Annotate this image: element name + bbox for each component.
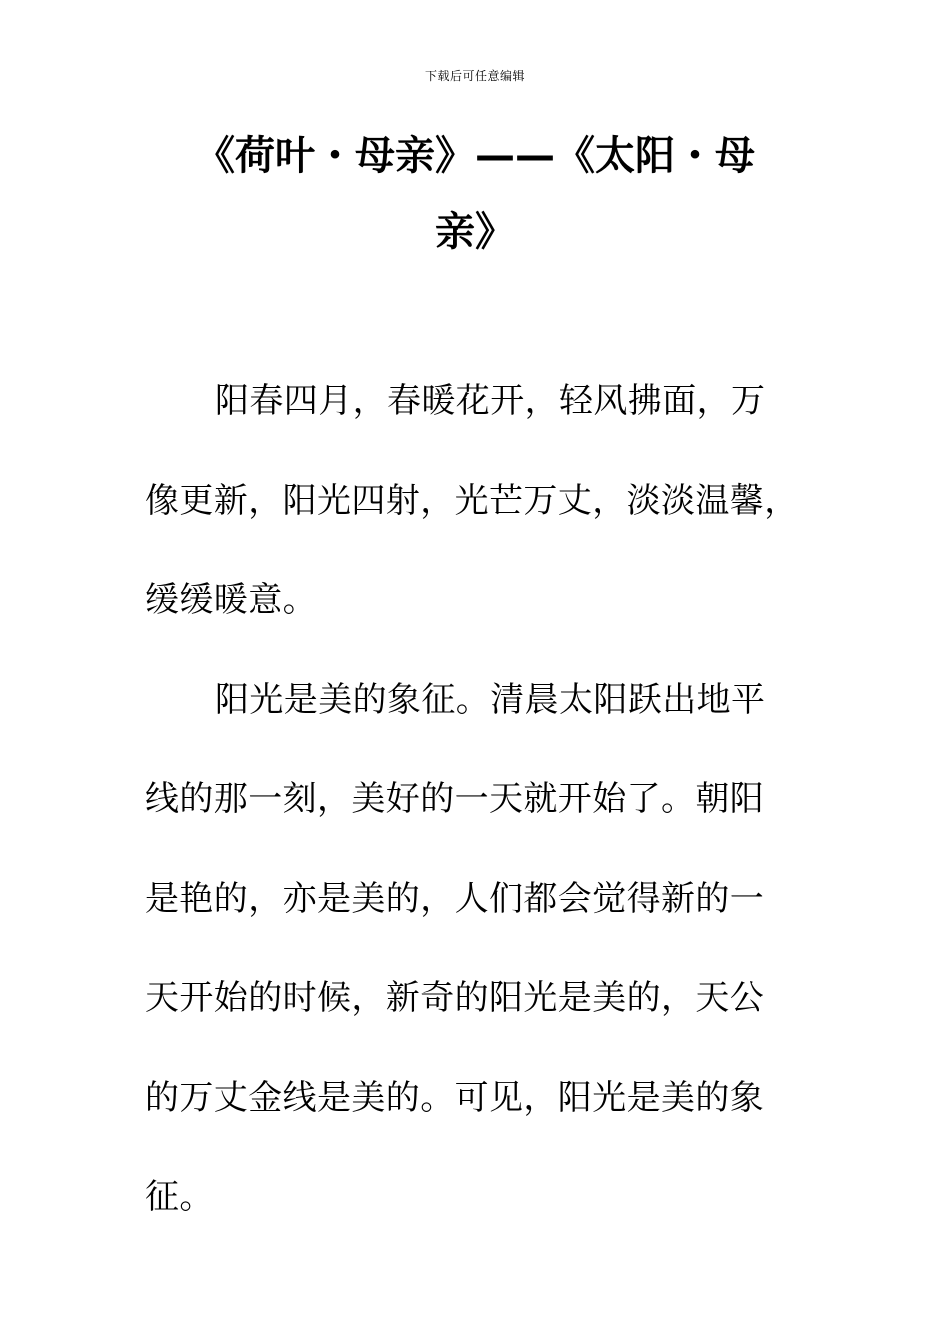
- document-body: [145, 352, 799, 1248]
- page-header-note: 下载后可任意编辑: [424, 69, 525, 83]
- paragraph-line: 阳光是美的象征。清晨太阳跃出地平: [215, 679, 766, 720]
- document-title: [140, 118, 810, 270]
- paragraph-line: 征。: [145, 1177, 214, 1217]
- paragraph-line: 阳春四月，春暖花开，轻风拂面，万: [215, 381, 766, 421]
- title-line: 《荷叶・母亲》——《太阳・母: [195, 133, 755, 179]
- paragraph-line: 缓缓暖意。: [145, 580, 317, 620]
- paragraph-line: 线的那一刻，美好的一天就开始了。朝阳: [145, 779, 765, 819]
- paragraph-line: 是艳的，亦是美的，人们都会觉得新的一: [145, 878, 765, 919]
- paragraph-line: 天开始的时候，新奇的阳光是美的，天公: [145, 978, 765, 1018]
- title-line: 亲》: [435, 209, 515, 255]
- paragraph-line: 的万丈金线是美的。可见，阳光是美的象: [145, 1077, 765, 1118]
- paragraph-2: [145, 651, 785, 1248]
- paragraph-1: [145, 352, 799, 651]
- paragraph-line: 像更新，阳光四射，光芒万丈，淡淡温馨，: [145, 480, 799, 521]
